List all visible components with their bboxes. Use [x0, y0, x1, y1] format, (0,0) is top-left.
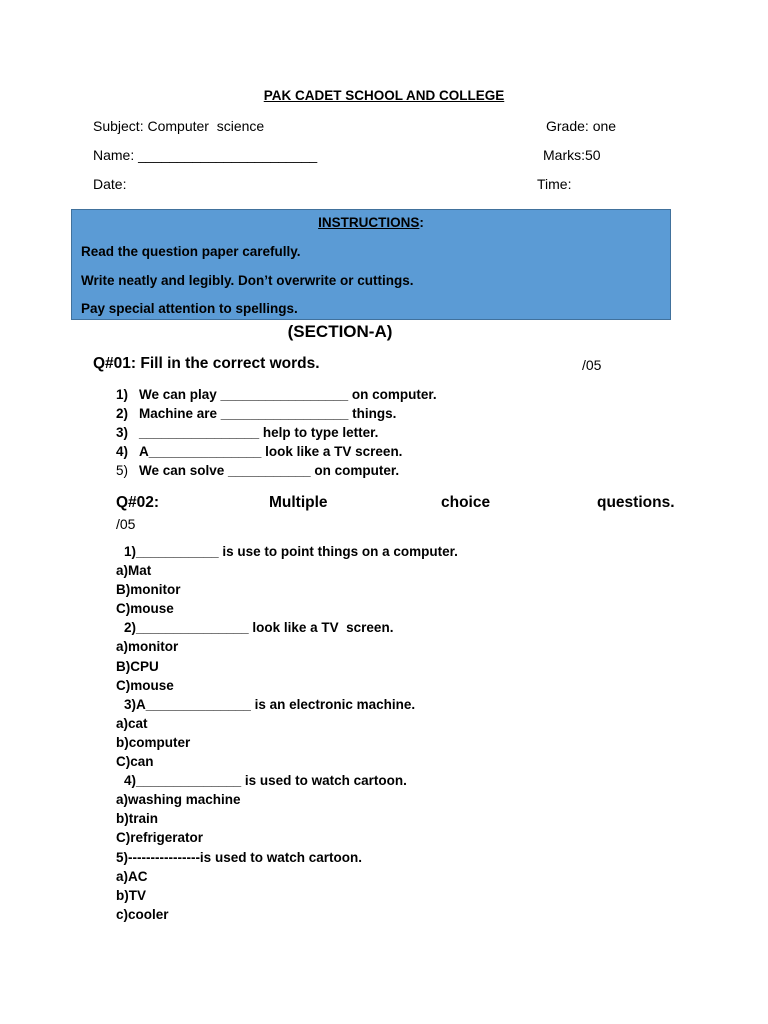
item-number: 5) — [116, 463, 129, 478]
answer-option: a)AC — [116, 868, 148, 884]
answer-option: C)mouse — [116, 677, 174, 693]
instructions-box — [71, 209, 671, 320]
section-title: (SECTION-A) — [287, 322, 393, 341]
list-item — [116, 425, 437, 444]
item-text: We can solve ___________ on computer. — [139, 463, 400, 478]
answer-option: a)cat — [116, 715, 148, 731]
question-stem: 5)----------------is used to watch cartoon. — [116, 849, 362, 865]
list-item — [116, 387, 437, 406]
grade-label: Grade: one — [546, 118, 617, 134]
answer-option: C)mouse — [116, 601, 174, 617]
question-stem: 2)_______________ look like a TV screen. — [124, 620, 394, 636]
answer-option: C)refrigerator — [116, 830, 204, 846]
answer-option: B)CPU — [116, 658, 159, 674]
answer-option: c)cooler — [116, 906, 169, 922]
answer-option: C)can — [116, 754, 154, 770]
answer-option: a)washing machine — [116, 792, 241, 808]
subject-label: Subject: Computer science — [93, 118, 265, 134]
list-item — [116, 406, 437, 425]
instruction-line: Read the question paper carefully. — [81, 244, 301, 259]
q2-word-multiple: Multiple — [269, 494, 328, 511]
answer-option: a)monitor — [116, 639, 179, 655]
q1-marks: /05 — [582, 357, 602, 373]
q2-word-choice: choice — [441, 494, 491, 511]
list-item — [116, 463, 437, 482]
answer-option: b)train — [116, 811, 158, 827]
answer-option: b)TV — [116, 887, 146, 903]
time-label: Time: — [537, 176, 572, 192]
answer-option: b)computer — [116, 734, 191, 750]
q2-marks: /05 — [116, 516, 136, 532]
item-number: 4) — [116, 444, 129, 459]
item-text: Machine are _________________ things. — [139, 406, 397, 421]
name-field: Name: _______________________ — [93, 147, 318, 163]
q1-title: Q#01: Fill in the correct words. — [93, 355, 320, 372]
school-title: PAK CADET SCHOOL AND COLLEGE — [263, 88, 505, 103]
item-number: 3) — [116, 425, 129, 440]
q2-list — [116, 544, 458, 926]
question-stem: 3)A______________ is an electronic machine. — [124, 696, 416, 712]
item-text: A_______________ look like a TV screen. — [139, 444, 403, 459]
item-text: ________________ help to type letter. — [139, 425, 379, 440]
item-number: 2) — [116, 406, 129, 421]
instructions-heading-colon: : — [419, 215, 424, 230]
instructions-heading-text: INSTRUCTIONS — [318, 215, 420, 230]
answer-option: a)Mat — [116, 563, 152, 579]
item-text: We can play _________________ on computer. — [139, 387, 437, 402]
item-number: 1) — [116, 387, 129, 402]
question-stem: 4)______________ is used to watch cartoon. — [124, 773, 407, 789]
q2-word-questions: questions. — [597, 494, 675, 511]
instruction-line: Write neatly and legibly. Don’t overwrite or cuttings. — [81, 273, 414, 288]
q1-list — [116, 387, 437, 482]
q2-label: Q#02: — [116, 494, 160, 511]
marks-label: Marks:50 — [543, 147, 601, 163]
question-stem: 1)___________ is use to point things on a computer. — [124, 544, 458, 559]
list-item — [116, 444, 437, 463]
instruction-line: Pay special attention to spellings. — [81, 301, 298, 316]
instructions-heading — [72, 215, 670, 230]
date-label: Date: — [93, 176, 127, 192]
answer-option: B)monitor — [116, 582, 181, 598]
